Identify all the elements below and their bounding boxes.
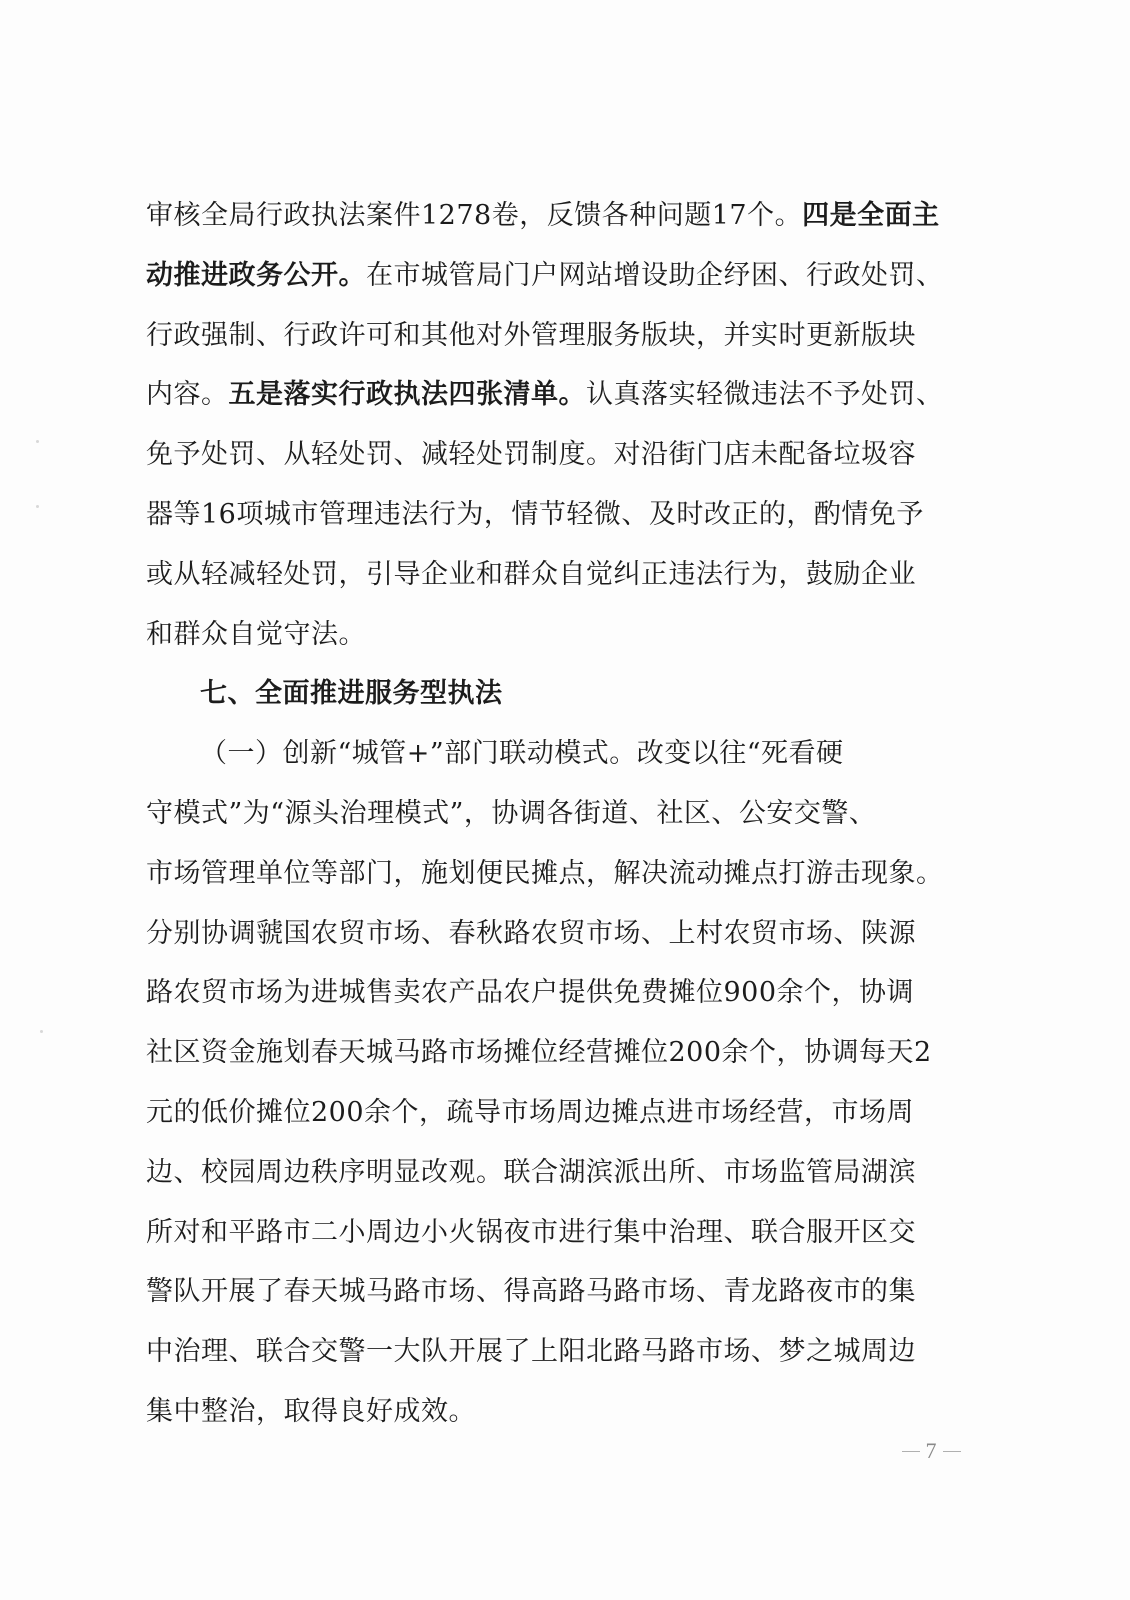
text-segment: 边、校园周边秩序明显改观。联合湖滨派出所、市场监管局湖滨 — [146, 1156, 916, 1188]
text-segment: 守模式”为“源头治理模式”，协调各街道、社区、公安交警、 — [146, 798, 877, 829]
text-line — [146, 367, 986, 423]
text-line — [200, 726, 1040, 782]
text-line — [146, 906, 986, 962]
text-line — [146, 308, 986, 364]
text-line — [146, 427, 986, 483]
text-line — [146, 1145, 986, 1201]
page-number — [886, 1436, 976, 1466]
text-segment: 社区资金施划春天城马路市场摊位经营摊位200余个，协调每天2 — [146, 1037, 932, 1069]
text-line — [146, 607, 986, 663]
bold-phrase: 五是落实行政执法四张清单。 — [228, 379, 586, 411]
scan-speck — [36, 440, 39, 443]
text-segment: 路农贸市场为进城售卖农产品农户提供免费摊位900余个，协调 — [146, 977, 915, 1009]
text-segment: 集中整治，取得良好成效。 — [146, 1396, 476, 1427]
text-segment: （一）创新“城管+”部门联动模式。改变以往“死看硬 — [200, 738, 844, 770]
text-line — [146, 1025, 986, 1081]
text-line — [146, 1384, 986, 1440]
text-segment: 分别协调虢国农贸市场、春秋路农贸市场、上村农贸市场、陕源 — [146, 917, 916, 949]
text-line — [146, 1324, 986, 1380]
text-segment: 认真落实轻微违法不予处罚、 — [586, 379, 944, 411]
text-line — [146, 786, 986, 842]
text-line — [146, 547, 986, 603]
text-segment: 在市城管局门户网站增设助企纾困、行政处罚、 — [366, 259, 944, 291]
bold-phrase: 动推进政务公开。 — [146, 259, 366, 291]
text-line — [146, 487, 986, 543]
text-segment: 内容。 — [146, 379, 229, 411]
text-segment: 中治理、联合交警一大队开展了上阳北路马路市场、梦之城周边 — [146, 1336, 916, 1368]
page-number-dash-right — [943, 1451, 961, 1452]
text-segment: 和群众自觉守法。 — [146, 618, 366, 650]
text-segment: 免予处罚、从轻处罚、减轻处罚制度。对沿街门店未配备垃圾容 — [146, 439, 916, 471]
text-segment: 七、全面推进服务型执法 — [200, 678, 503, 710]
text-line — [146, 1085, 986, 1141]
text-line — [146, 965, 986, 1021]
bold-phrase: 四是全面主 — [802, 200, 940, 231]
page-number-dash-left — [902, 1451, 920, 1452]
text-line — [146, 1205, 986, 1261]
text-line — [146, 248, 986, 304]
section-heading — [200, 666, 1040, 722]
text-segment: 警队开展了春天城马路市场、得高路马路市场、青龙路夜市的集 — [146, 1276, 916, 1308]
scan-speck — [36, 505, 39, 508]
text-line — [146, 846, 986, 902]
text-line — [146, 188, 986, 244]
text-segment: 元的低价摊位200余个，疏导市场周边摊点进市场经营，市场周 — [146, 1097, 915, 1128]
scan-speck — [40, 1030, 43, 1033]
text-line — [146, 1264, 986, 1320]
text-segment: 市场管理单位等部门，施划便民摊点，解决流动摊点打游击现象。 — [146, 857, 944, 889]
page-number-value: 7 — [925, 1438, 937, 1463]
text-segment: 所对和平路市二小周边小火锅夜市进行集中治理、联合服开区交 — [146, 1216, 916, 1248]
text-segment: 行政强制、行政许可和其他对外管理服务版块，并实时更新版块 — [146, 319, 916, 351]
text-segment: 审核全局行政执法案件1278卷，反馈各种问题17个。 — [146, 200, 803, 231]
text-segment: 或从轻减轻处罚，引导企业和群众自觉纠正违法行为，鼓励企业 — [146, 558, 916, 590]
text-segment: 器等16项城市管理违法行为，情节轻微、及时改正的，酌情免予 — [146, 499, 924, 530]
